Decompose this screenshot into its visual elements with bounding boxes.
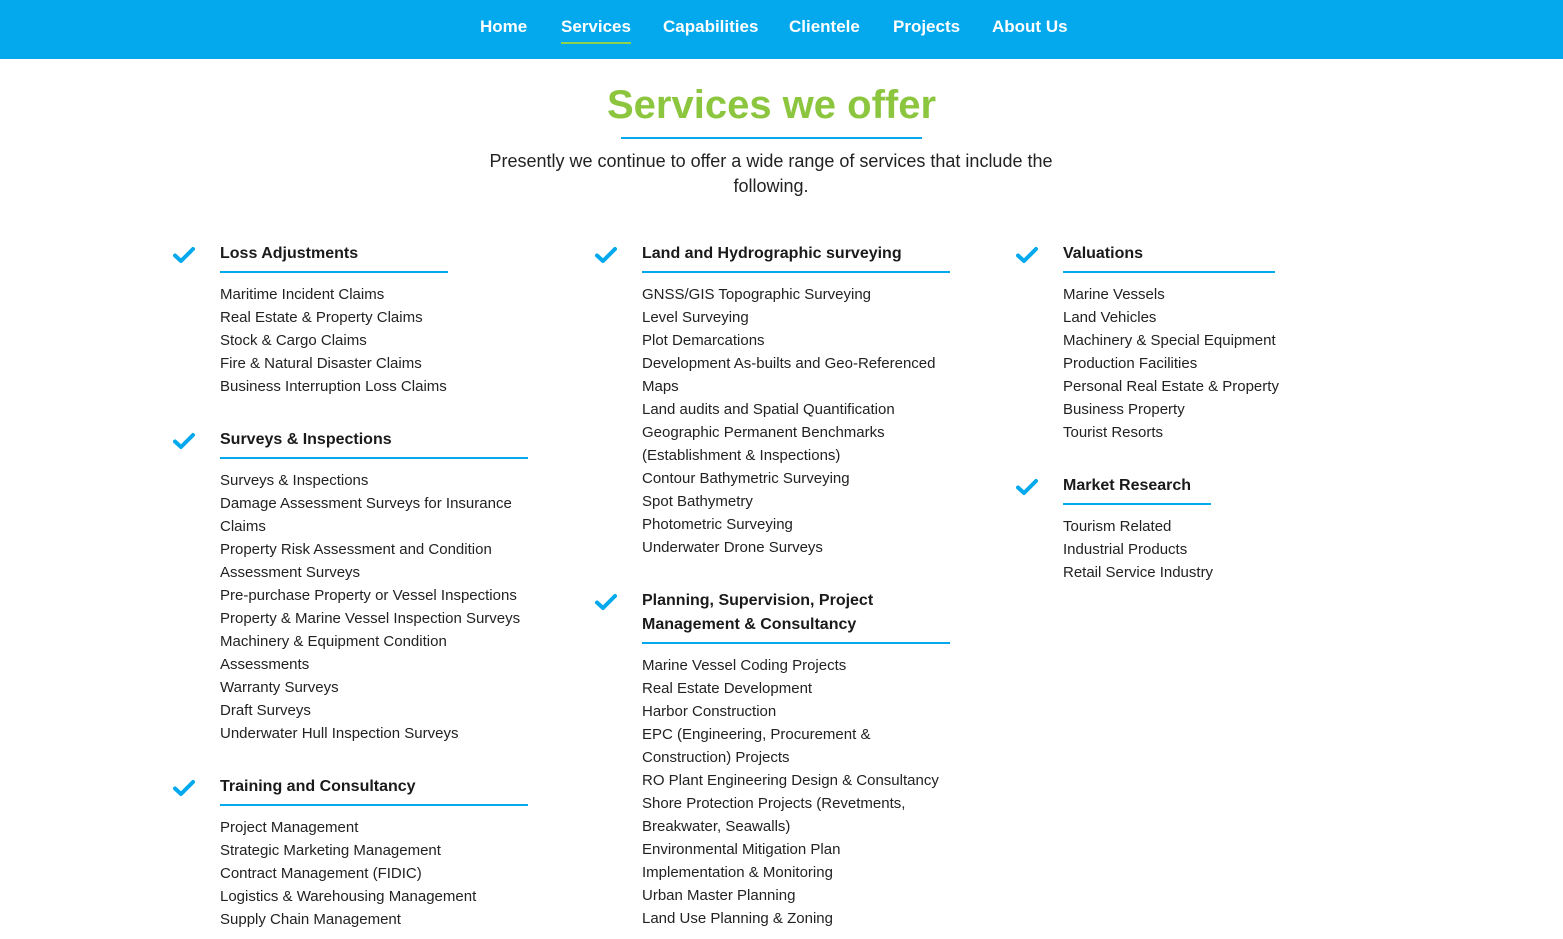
list-item: Property & Marine Vessel Inspection Surveys (220, 610, 521, 627)
list-item: Geographic Permanent Benchmarks (642, 424, 885, 441)
nav-capabilities[interactable]: Capabilities (663, 17, 759, 36)
list-item: Development As-builts and Geo-Referenced (642, 355, 936, 372)
check-icon (1016, 246, 1038, 264)
list-item: Implementation & Monitoring (642, 864, 833, 881)
list-item: Logistics & Warehousing Management (220, 888, 477, 905)
section-title-line-1: Planning, Supervision, Project (642, 592, 874, 609)
list-item: Shore Protection Projects (Revetments, (642, 795, 906, 812)
intro-text (471, 149, 1071, 199)
nav-clientele[interactable]: Clientele (789, 17, 860, 36)
check-icon (1016, 478, 1038, 496)
list-item: Surveys & Inspections (220, 472, 369, 489)
list-item: Property Risk Assessment and Condition (220, 541, 492, 558)
list-item: Warranty Surveys (220, 679, 339, 696)
list-item: (Establishment & Inspections) (642, 447, 841, 464)
section-title: Surveys & Inspections (220, 431, 392, 448)
nav-home[interactable]: Home (480, 17, 528, 36)
list-item: GNSS/GIS Topographic Surveying (642, 286, 872, 303)
list-item: Contract Management (FIDIC) (220, 865, 422, 882)
nav-projects[interactable]: Projects (893, 17, 961, 36)
list-item: Real Estate & Property Claims (220, 309, 423, 326)
list-item: Underwater Drone Surveys (642, 539, 823, 556)
check-icon (595, 593, 617, 611)
section-divider (642, 642, 950, 644)
title-divider (621, 137, 922, 139)
check-icon (173, 779, 195, 797)
service-list (220, 816, 476, 931)
list-item: Pre-purchase Property or Vessel Inspections (220, 587, 517, 604)
list-item: Damage Assessment Surveys for Insurance (220, 495, 512, 512)
list-item: Construction) Projects (642, 749, 790, 766)
list-item: Business Interruption Loss Claims (220, 378, 447, 395)
list-item: RO Plant Engineering Design & Consultancy (642, 772, 939, 789)
list-item: Level Surveying (642, 309, 749, 326)
list-item: Assessment Surveys (220, 564, 361, 581)
list-item: Personal Real Estate & Property (1063, 378, 1279, 395)
page-title: Services we offer (606, 83, 937, 127)
list-item: Land Vehicles (1063, 309, 1157, 326)
list-item: Retail Service Industry (1063, 564, 1214, 581)
section-divider (1063, 503, 1211, 505)
list-item: Plot Demarcations (642, 332, 765, 349)
section-title (642, 589, 873, 637)
list-item: Tourism Related (1063, 518, 1172, 535)
service-list (1063, 283, 1279, 444)
check-icon (595, 246, 617, 264)
list-item: Spot Bathymetry (642, 493, 753, 510)
top-navbar (0, 0, 1563, 59)
list-item: Production Facilities (1063, 355, 1198, 372)
section-title: Training and Consultancy (220, 778, 416, 795)
list-item: Draft Surveys (220, 702, 311, 719)
service-list (220, 469, 520, 745)
section-divider (220, 457, 528, 459)
list-item: Maps (642, 378, 679, 395)
list-item: Stock & Cargo Claims (220, 332, 367, 349)
list-item: Industrial Products (1063, 541, 1188, 558)
check-icon (173, 432, 195, 450)
intro-line-1: Presently we continue to offer a wide range of services that include the (489, 151, 1053, 171)
list-item: Project Management (220, 819, 359, 836)
list-item: Machinery & Equipment Condition (220, 633, 447, 650)
list-item: Maritime Incident Claims (220, 286, 385, 303)
list-item: Assessments (220, 656, 310, 673)
list-item: Business Property (1063, 401, 1185, 418)
section-title: Land and Hydrographic surveying (642, 245, 902, 262)
list-item: Underwater Hull Inspection Surveys (220, 725, 459, 742)
section-divider (1063, 271, 1275, 273)
list-item: Land audits and Spatial Quantification (642, 401, 895, 418)
section-divider (642, 271, 950, 273)
service-list (220, 283, 447, 398)
list-item: Tourist Resorts (1063, 424, 1164, 441)
list-item: Supply Chain Management (220, 911, 401, 928)
check-icon (173, 246, 195, 264)
list-item: Contour Bathymetric Surveying (642, 470, 850, 487)
nav-services[interactable]: Services (561, 17, 631, 36)
list-item: Photometric Surveying (642, 516, 793, 533)
section-title: Valuations (1063, 245, 1144, 262)
list-item: Real Estate Development (642, 680, 813, 697)
section-title: Market Research (1063, 477, 1192, 494)
list-item: Breakwater, Seawalls) (642, 818, 791, 835)
list-item: Strategic Marketing Management (220, 842, 441, 859)
nav-about-us[interactable]: About Us (992, 17, 1068, 36)
service-list (642, 283, 936, 559)
section-divider (220, 804, 528, 806)
section-divider (220, 271, 448, 273)
section-title: Loss Adjustments (220, 245, 359, 262)
list-item: Machinery & Special Equipment (1063, 332, 1276, 349)
list-item: EPC (Engineering, Procurement & (642, 726, 871, 743)
section-title-line-2: Management & Consultancy (642, 616, 857, 633)
list-item: Harbor Construction (642, 703, 777, 720)
list-item: Urban Master Planning (642, 887, 796, 904)
service-list (642, 654, 939, 930)
list-item: Marine Vessel Coding Projects (642, 657, 847, 674)
intro-line-2: following. (733, 176, 809, 196)
list-item: Fire & Natural Disaster Claims (220, 355, 422, 372)
list-item: Environmental Mitigation Plan (642, 841, 841, 858)
list-item: Marine Vessels (1063, 286, 1165, 303)
list-item: Claims (220, 518, 266, 535)
service-list (1063, 515, 1213, 584)
list-item: Land Use Planning & Zoning (642, 910, 833, 927)
